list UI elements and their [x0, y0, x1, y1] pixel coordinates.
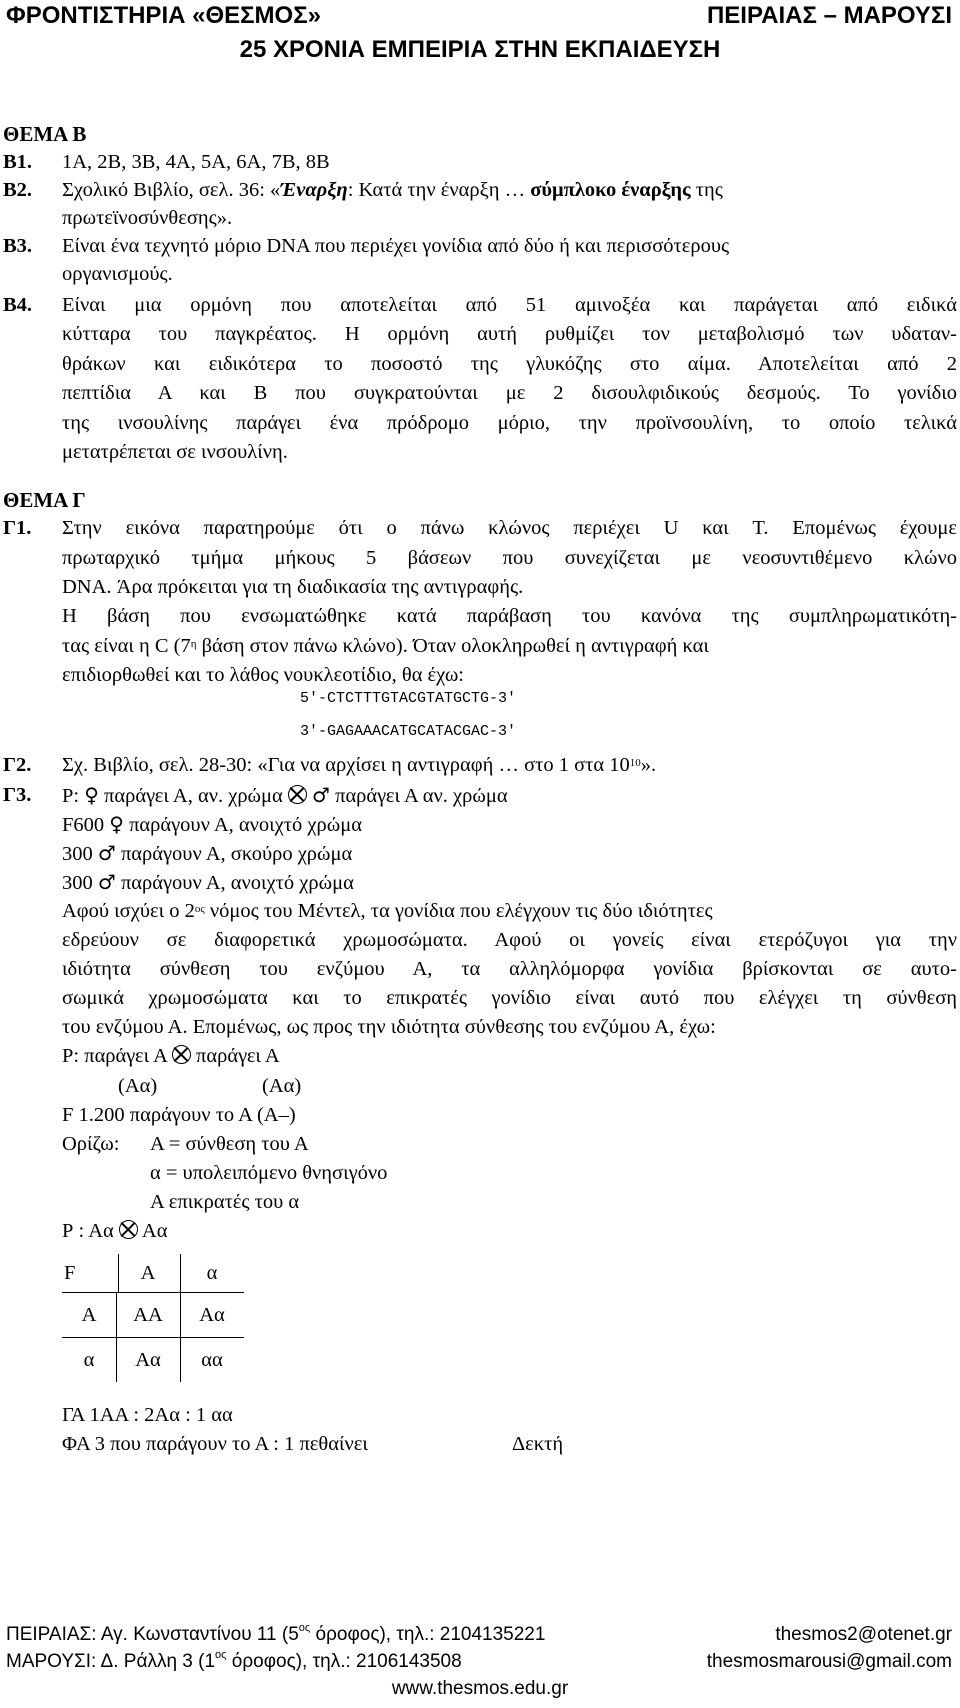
- answer-b4-line: πεπτίδια Α και Β που συγκρατούνται με 2 δισουλφιδικούς δεσμούς. Το γονίδιο: [62, 382, 957, 404]
- section-title-c: ΘΕΜΑ Γ: [3, 488, 86, 512]
- c3-mendel-line: σωμικά χρωμοσώματα και το επικρατές γονίδιο είναι αυτό που ελέγχει τη σύνθεση: [62, 987, 957, 1009]
- answer-b3-line2: οργανισμούς.: [62, 263, 173, 285]
- c3-mendel-line: ιδιότητα σύνθεση του ενζύμου Α, τα αλληλόμορφα γονίδια βρίσκονται σε αυτο-: [62, 958, 957, 980]
- answer-c1-line: DNA. Άρα πρόκειται για τη διαδικασία της αντιγραφής.: [62, 576, 524, 598]
- punnett-square: [62, 1254, 248, 1386]
- header-brand: ΦΡΟΝΤΙΣΤΗΡΙΑ «ΘΕΣΜΟΣ»: [6, 2, 321, 29]
- c3-genotype-1: (Αα): [118, 1075, 158, 1097]
- label-b3: Β3.: [3, 235, 33, 257]
- label-c3: Γ3.: [3, 784, 32, 806]
- c3-mendel-line1: Αφού ισχύει ο $2^{o\varsigma}$ νόμος του Μέντελ, τα γονίδια που ελέγχουν τις δύο ιδιότητες: [62, 900, 713, 922]
- male-symbol: ♂: [97, 841, 116, 865]
- c3-f2: 300 ♂ παράγουν Α, σκούρο χρώμα: [62, 841, 353, 865]
- label-b1: Β1.: [3, 151, 33, 173]
- answer-c2: Σχ. Βιβλίο, σελ. 28-30: «Για να αρχίσει η αντιγραφή … στο 1 στα $10^{10}$».: [62, 754, 657, 776]
- label-c2: Γ2.: [3, 754, 32, 776]
- c3-f-result: F 1.200 παράγουν το Α (Α‒): [62, 1104, 296, 1126]
- punnett-row-head: Α: [62, 1293, 117, 1338]
- c3-f1: F600 ♀ παράγουν Α, ανοιχτό χρώμα: [62, 812, 362, 836]
- punnett-cell: αα: [201, 1349, 223, 1371]
- c3-f3: 300 ♂ παράγουν Α, ανοιχτό χρώμα: [62, 870, 354, 894]
- c3-mendel-line: εδρεύουν σε διαφορετικά χρωμοσώματα. Αφού οι γονείς είναι ετερόζυγοι για την: [62, 929, 957, 951]
- footer-marousi-email[interactable]: thesmosmarousi@gmail.com: [706, 1651, 952, 1672]
- header-tagline: 25 ΧΡΟΝΙΑ ΕΜΠΕΙΡΙΑ ΣΤΗΝ ΕΚΠΑΙΔΕΥΣΗ: [239, 36, 721, 63]
- footer-piraeus-address: ΠΕΙΡΑΙΑΣ: Αγ. Κωνσταντίνου 11 ($5^{o\varsigma}$ όροφος), τηλ.: 2104135221: [6, 1622, 546, 1645]
- answer-b4-line: θράκων και ειδικότερα το ποσοστό της γλυκόζης στο αίμα. Αποτελείται από 2: [62, 353, 957, 375]
- page-footer: [0, 1622, 960, 1708]
- c3-mendel-line: του ενζύμου Α. Επομένως, ως προς την ιδιότητα σύνθεσης του ενζύμου Α, έχω:: [62, 1016, 716, 1038]
- c3-accepted: Δεκτή: [512, 1433, 564, 1455]
- label-c1: Γ1.: [3, 517, 32, 539]
- answer-b4-line: της ινσουλίνης παράγει ένα πρόδρομο μόριο, την προϊνσουλίνη, το οποίο τελικά: [62, 412, 957, 434]
- punnett-col-head: α: [180, 1254, 244, 1293]
- answer-c1-line: Στην εικόνα παρατηρούμε ότι ο πάνω κλώνος περιέχει U και T. Επομένως έχουμε: [62, 517, 957, 539]
- c3-parents: Ρ: ♀ παράγει Α, αν. χρώμα ♂ παράγει Α αν. χρώμα: [62, 783, 508, 807]
- male-symbol: ♂: [312, 783, 330, 807]
- punnett-col-head: Α: [116, 1254, 181, 1293]
- header-locations: ΠΕΙΡΑΙΑΣ – ΜΑΡΟΥΣΙ: [706, 2, 952, 29]
- punnett-cell: Αα: [116, 1338, 181, 1382]
- c3-genotype-2: (Αα): [262, 1075, 302, 1097]
- punnett-cell: ΑΑ: [116, 1293, 181, 1338]
- section-title-b: ΘΕΜΑ Β: [3, 122, 87, 146]
- footer-marousi-address: ΜΑΡΟΥΣΙ: Δ. Ράλλη 3 ($1^{o\varsigma}$ όροφος), τηλ.: 2106143508: [6, 1649, 462, 1672]
- dna-strand-top: 5′-CTCTTTGTACGTATGCTG-3′: [300, 690, 517, 707]
- c3-cross-1: Ρ: παράγει Α παράγει Α: [62, 1045, 280, 1067]
- c3-genotype-ratio: ΓΑ 1ΑΑ : 2Αα : 1 αα: [62, 1404, 233, 1426]
- female-symbol: ♀: [84, 783, 99, 807]
- label-b4: Β4.: [3, 294, 33, 316]
- c3-define-3: Α επικρατές του α: [150, 1191, 300, 1213]
- cross-icon: [172, 1045, 191, 1064]
- answer-b3-line1: Είναι ένα τεχνητό μόριο DNA που περιέχει γονίδια από δύο ή και περισσότερους: [62, 235, 730, 257]
- c3-define-1: Α = σύνθεση του Α: [150, 1133, 309, 1155]
- dna-strand-bottom: 3′-GAGAAACATGCATACGAC-3′: [300, 723, 517, 740]
- answer-b2-line1: Σχολικό Βιβλίο, σελ. 36: «Έναρξη: Κατά την έναρξη … σύμπλοκο έναρξης της: [62, 179, 723, 201]
- footer-piraeus-email[interactable]: thesmos2@otenet.gr: [775, 1624, 952, 1645]
- c3-cross-2: Ρ : Αα Αα: [62, 1220, 168, 1242]
- answer-b1: 1Α, 2Β, 3Β, 4Α, 5Α, 6Α, 7Β, 8Β: [62, 151, 330, 173]
- answer-c1-line5: τας είναι η C ($7^\eta$ βάση στον πάνω κλώνο). Όταν ολοκληρωθεί η αντιγραφή και: [62, 635, 709, 657]
- c3-phenotype-ratio: ΦΑ 3 που παράγουν το Α : 1 πεθαίνει: [62, 1433, 368, 1455]
- c3-define-label: Ορίζω:: [62, 1133, 120, 1155]
- answer-c1-line6: επιδιορθωθεί και το λάθος νουκλεοτίδιο, θα έχω:: [62, 664, 465, 686]
- answer-b4-line: κύτταρα του παγκρέατος. Η ορμόνη αυτή ρυθμίζει τον μεταβολισμό των υδαταν-: [62, 323, 957, 345]
- c3-define-2: α = υπολειπόμενο θνησιγόνο: [150, 1162, 388, 1184]
- answer-c1-line: πρωταρχικό τμήμα μήκους 5 βάσεων που συνεχίζεται με νεοσυντιθέμενο κλώνο: [62, 547, 957, 569]
- answer-b4-line: Είναι μια ορμόνη που αποτελείται από 51 αμινοξέα και παράγεται από ειδικά: [62, 294, 957, 316]
- page-header: [0, 0, 960, 70]
- female-symbol: ♀: [109, 812, 124, 836]
- footer-website[interactable]: www.thesmos.edu.gr: [391, 1678, 569, 1699]
- answer-b4-line: μετατρέπεται σε ινσουλίνη.: [62, 441, 288, 463]
- punnett-row-head: α: [62, 1338, 117, 1382]
- punnett-corner: F: [62, 1254, 119, 1293]
- answer-b2-line2: πρωτεϊνοσύνθεσης».: [62, 207, 233, 229]
- label-b2: Β2.: [3, 179, 33, 201]
- cross-icon: [288, 785, 307, 804]
- male-symbol: ♂: [97, 870, 116, 894]
- cross-icon: [119, 1220, 138, 1239]
- punnett-cell: Αα: [180, 1293, 244, 1338]
- answer-c1-line: Η βάση που ενσωματώθηκε κατά παράβαση του κανόνα της συμπληρωματικότη-: [62, 605, 957, 627]
